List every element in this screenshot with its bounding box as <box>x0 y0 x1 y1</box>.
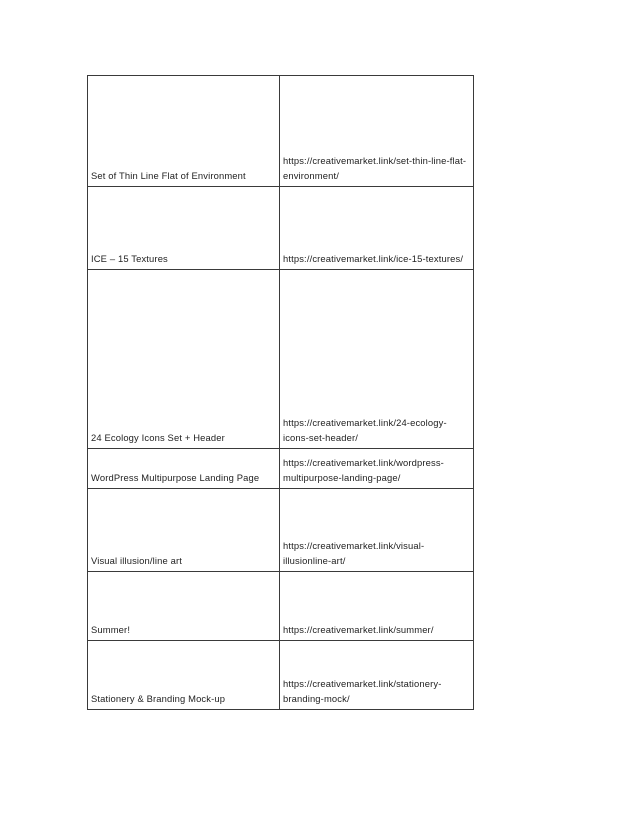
product-name-cell <box>88 76 280 187</box>
product-link-cell <box>279 76 473 187</box>
product-name: Visual illusion/line art <box>91 555 182 566</box>
product-link-line: environment/ <box>282 170 339 181</box>
product-name: ICE – 15 Textures <box>91 253 168 264</box>
table-row <box>88 572 474 641</box>
product-link-line: https://creativemarket.link/summer/ <box>282 624 434 635</box>
product-name-cell <box>88 641 280 710</box>
product-link-line: https://creativemarket.link/visual- <box>282 540 425 551</box>
product-link-cell <box>279 270 473 449</box>
product-name: 24 Ecology Icons Set + Header <box>91 432 225 443</box>
product-name: WordPress Multipurpose Landing Page <box>91 472 260 483</box>
table-row <box>88 76 474 187</box>
product-link-cell <box>279 641 473 710</box>
product-name: Summer! <box>91 624 131 635</box>
product-link-line: https://creativemarket.link/24-ecology- <box>282 417 447 428</box>
product-name-cell <box>88 489 280 572</box>
product-link-line: branding-mock/ <box>282 693 350 704</box>
product-link-line: https://creativemarket.link/set-thin-line-flat- <box>282 155 467 166</box>
product-name-cell <box>88 270 280 449</box>
product-name-cell <box>88 449 280 489</box>
table-row <box>88 489 474 572</box>
table-row <box>88 270 474 449</box>
product-name: Stationery & Branding Mock-up <box>91 693 226 704</box>
product-link-line: https://creativemarket.link/stationery- <box>282 678 442 689</box>
product-link-cell <box>279 187 473 270</box>
product-link-line: multipurpose-landing-page/ <box>282 472 401 483</box>
product-link-cell <box>279 572 473 641</box>
table-row <box>88 449 474 489</box>
table-row <box>88 187 474 270</box>
product-link-line: https://creativemarket.link/ice-15-textures/ <box>282 253 464 264</box>
product-link-cell <box>279 489 473 572</box>
product-name: Set of Thin Line Flat of Environment <box>91 170 246 181</box>
product-link-line: https://creativemarket.link/wordpress- <box>282 457 444 468</box>
product-name-cell <box>88 572 280 641</box>
product-link-line: illusionline-art/ <box>282 555 346 566</box>
product-link-cell <box>279 449 473 489</box>
product-link-line: icons-set-header/ <box>282 432 358 443</box>
product-link-table <box>87 75 474 710</box>
product-name-cell <box>88 187 280 270</box>
table-row <box>88 641 474 710</box>
